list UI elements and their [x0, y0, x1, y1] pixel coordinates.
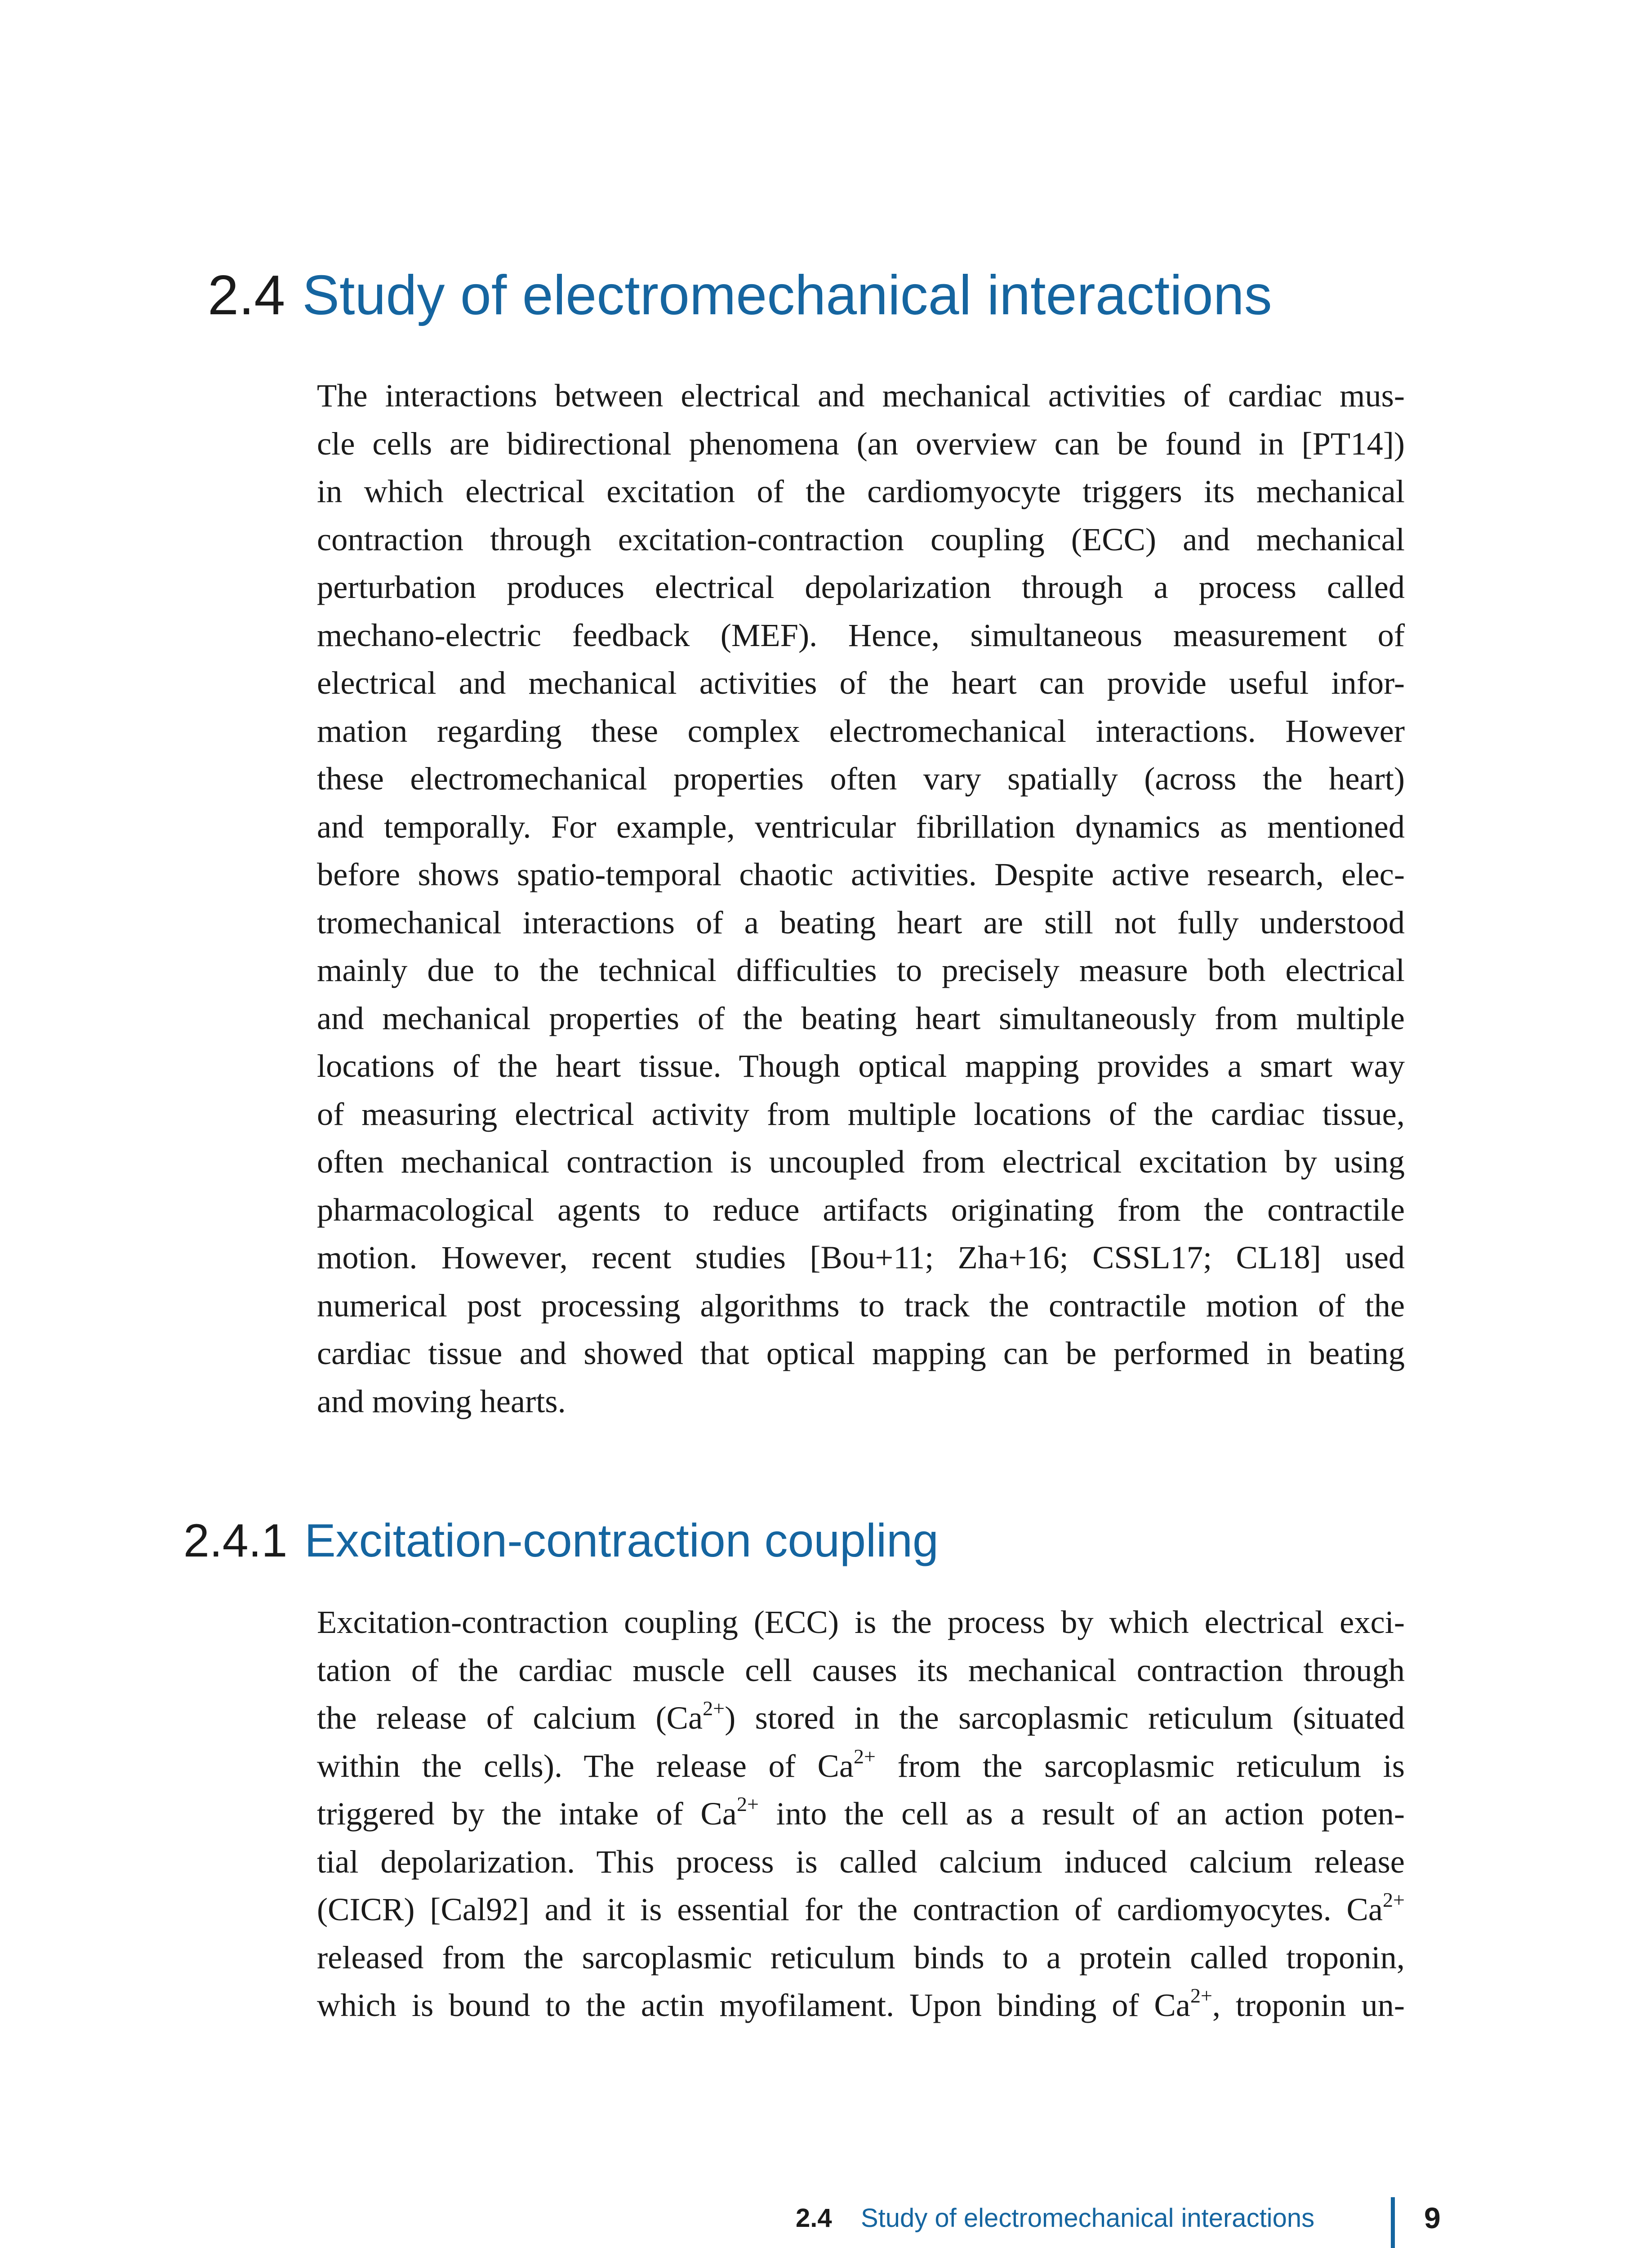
paragraph-line: perturbation produces electrical depolarization through a process called	[317, 569, 1405, 605]
paragraph-line: and moving hearts.	[317, 1383, 566, 1419]
footer-divider	[1391, 2197, 1395, 2248]
paragraph-line: which is bound to the actin myofilament. Upon binding of $Ca^{2+}$, troponin un-	[317, 1984, 1405, 2023]
paragraph-line: mainly due to the technical difficulties to precisely measure both electrical	[317, 952, 1405, 988]
paragraph-line: cle cells are bidirectional phenomena (an overview can be found in [PT14])	[317, 425, 1405, 462]
section-heading	[208, 264, 1272, 326]
paragraph-line: triggered by the intake of $Ca^{2+}$ into the cell as a result of an action poten-	[317, 1793, 1405, 1832]
section-paragraph	[317, 372, 1405, 1425]
paragraph-line: (CICR) [Cal92] and it is essential for the contraction of cardiomyocytes. $Ca^{2+}$	[317, 1888, 1405, 1927]
paragraph-line: Excitation-contraction coupling (ECC) is the process by which electrical exci-	[317, 1604, 1405, 1640]
section-number: 2.4	[208, 264, 285, 326]
superscript-charge: 2+	[854, 1744, 876, 1768]
running-footer-section-title: Study of electromechanical interactions	[861, 2203, 1315, 2233]
paragraph-line: tial depolarization. This process is called calcium induced calcium release	[317, 1843, 1405, 1880]
page-number: 9	[1424, 2201, 1441, 2235]
subsection-paragraph	[317, 1598, 1405, 2029]
subsection-heading	[183, 1515, 939, 1567]
paragraph-line: electrical and mechanical activities of the heart can provide useful infor-	[317, 665, 1405, 701]
paragraph-line: these electromechanical properties often vary spatially (across the heart)	[317, 760, 1405, 797]
subsection-number: 2.4.1	[183, 1515, 288, 1567]
paragraph-line: in which electrical excitation of the cardiomyocyte triggers its mechanical	[317, 473, 1405, 509]
running-footer-section-number: 2.4	[796, 2203, 832, 2233]
paragraph-line: and temporally. For example, ventricular fibrillation dynamics as mentioned	[317, 808, 1405, 845]
paragraph-line: tation of the cardiac muscle cell causes its mechanical contraction through	[317, 1651, 1405, 1688]
paragraph-line: locations of the heart tissue. Though optical mapping provides a smart way	[317, 1048, 1405, 1084]
section-title: Study of electromechanical interactions	[302, 264, 1272, 326]
paragraph-line: often mechanical contraction is uncoupled from electrical excitation by using	[317, 1143, 1405, 1180]
paragraph-line: mechano-electric feedback (MEF). Hence, simultaneous measurement of	[317, 616, 1405, 653]
superscript-charge: 2+	[703, 1697, 725, 1720]
paragraph-line: and mechanical properties of the beating heart simultaneously from multiple	[317, 999, 1405, 1036]
paragraph-line: cardiac tissue and showed that optical mapping can be performed in beating	[317, 1335, 1405, 1371]
paragraph-line: released from the sarcoplasmic reticulum binds to a protein called troponin,	[317, 1939, 1405, 1976]
paragraph-line: pharmacological agents to reduce artifacts originating from the contractile	[317, 1191, 1405, 1228]
paragraph-line: before shows spatio-temporal chaotic activities. Despite active research, elec-	[317, 856, 1405, 892]
paragraph-line: motion. However, recent studies [Bou+11; Zha+16; CSSL17; CL18] used	[317, 1239, 1405, 1276]
paragraph-line: numerical post processing algorithms to track the contractile motion of the	[317, 1287, 1405, 1324]
paragraph-line: the release of calcium $(Ca^{2+})$ stored in the sarcoplasmic reticulum (situated	[317, 1697, 1405, 1736]
superscript-charge: 2+	[736, 1793, 759, 1815]
subsection-title: Excitation-contraction coupling	[304, 1515, 939, 1567]
superscript-charge: 2+	[1190, 1984, 1212, 2007]
paragraph-line: of measuring electrical activity from multiple locations of the cardiac tissue,	[317, 1095, 1405, 1132]
paragraph-line: contraction through excitation-contraction coupling (ECC) and mechanical	[317, 521, 1405, 558]
paragraph-line: tromechanical interactions of a beating heart are still not fully understood	[317, 904, 1405, 941]
paragraph-line: The interactions between electrical and mechanical activities of cardiac mus-	[317, 377, 1405, 414]
superscript-charge: 2+	[1383, 1888, 1405, 1911]
paragraph-line: within the cells). The release of $Ca^{2+}$ from the sarcoplasmic reticulum is	[317, 1744, 1405, 1784]
paragraph-line: mation regarding these complex electromechanical interactions. However	[317, 712, 1405, 749]
